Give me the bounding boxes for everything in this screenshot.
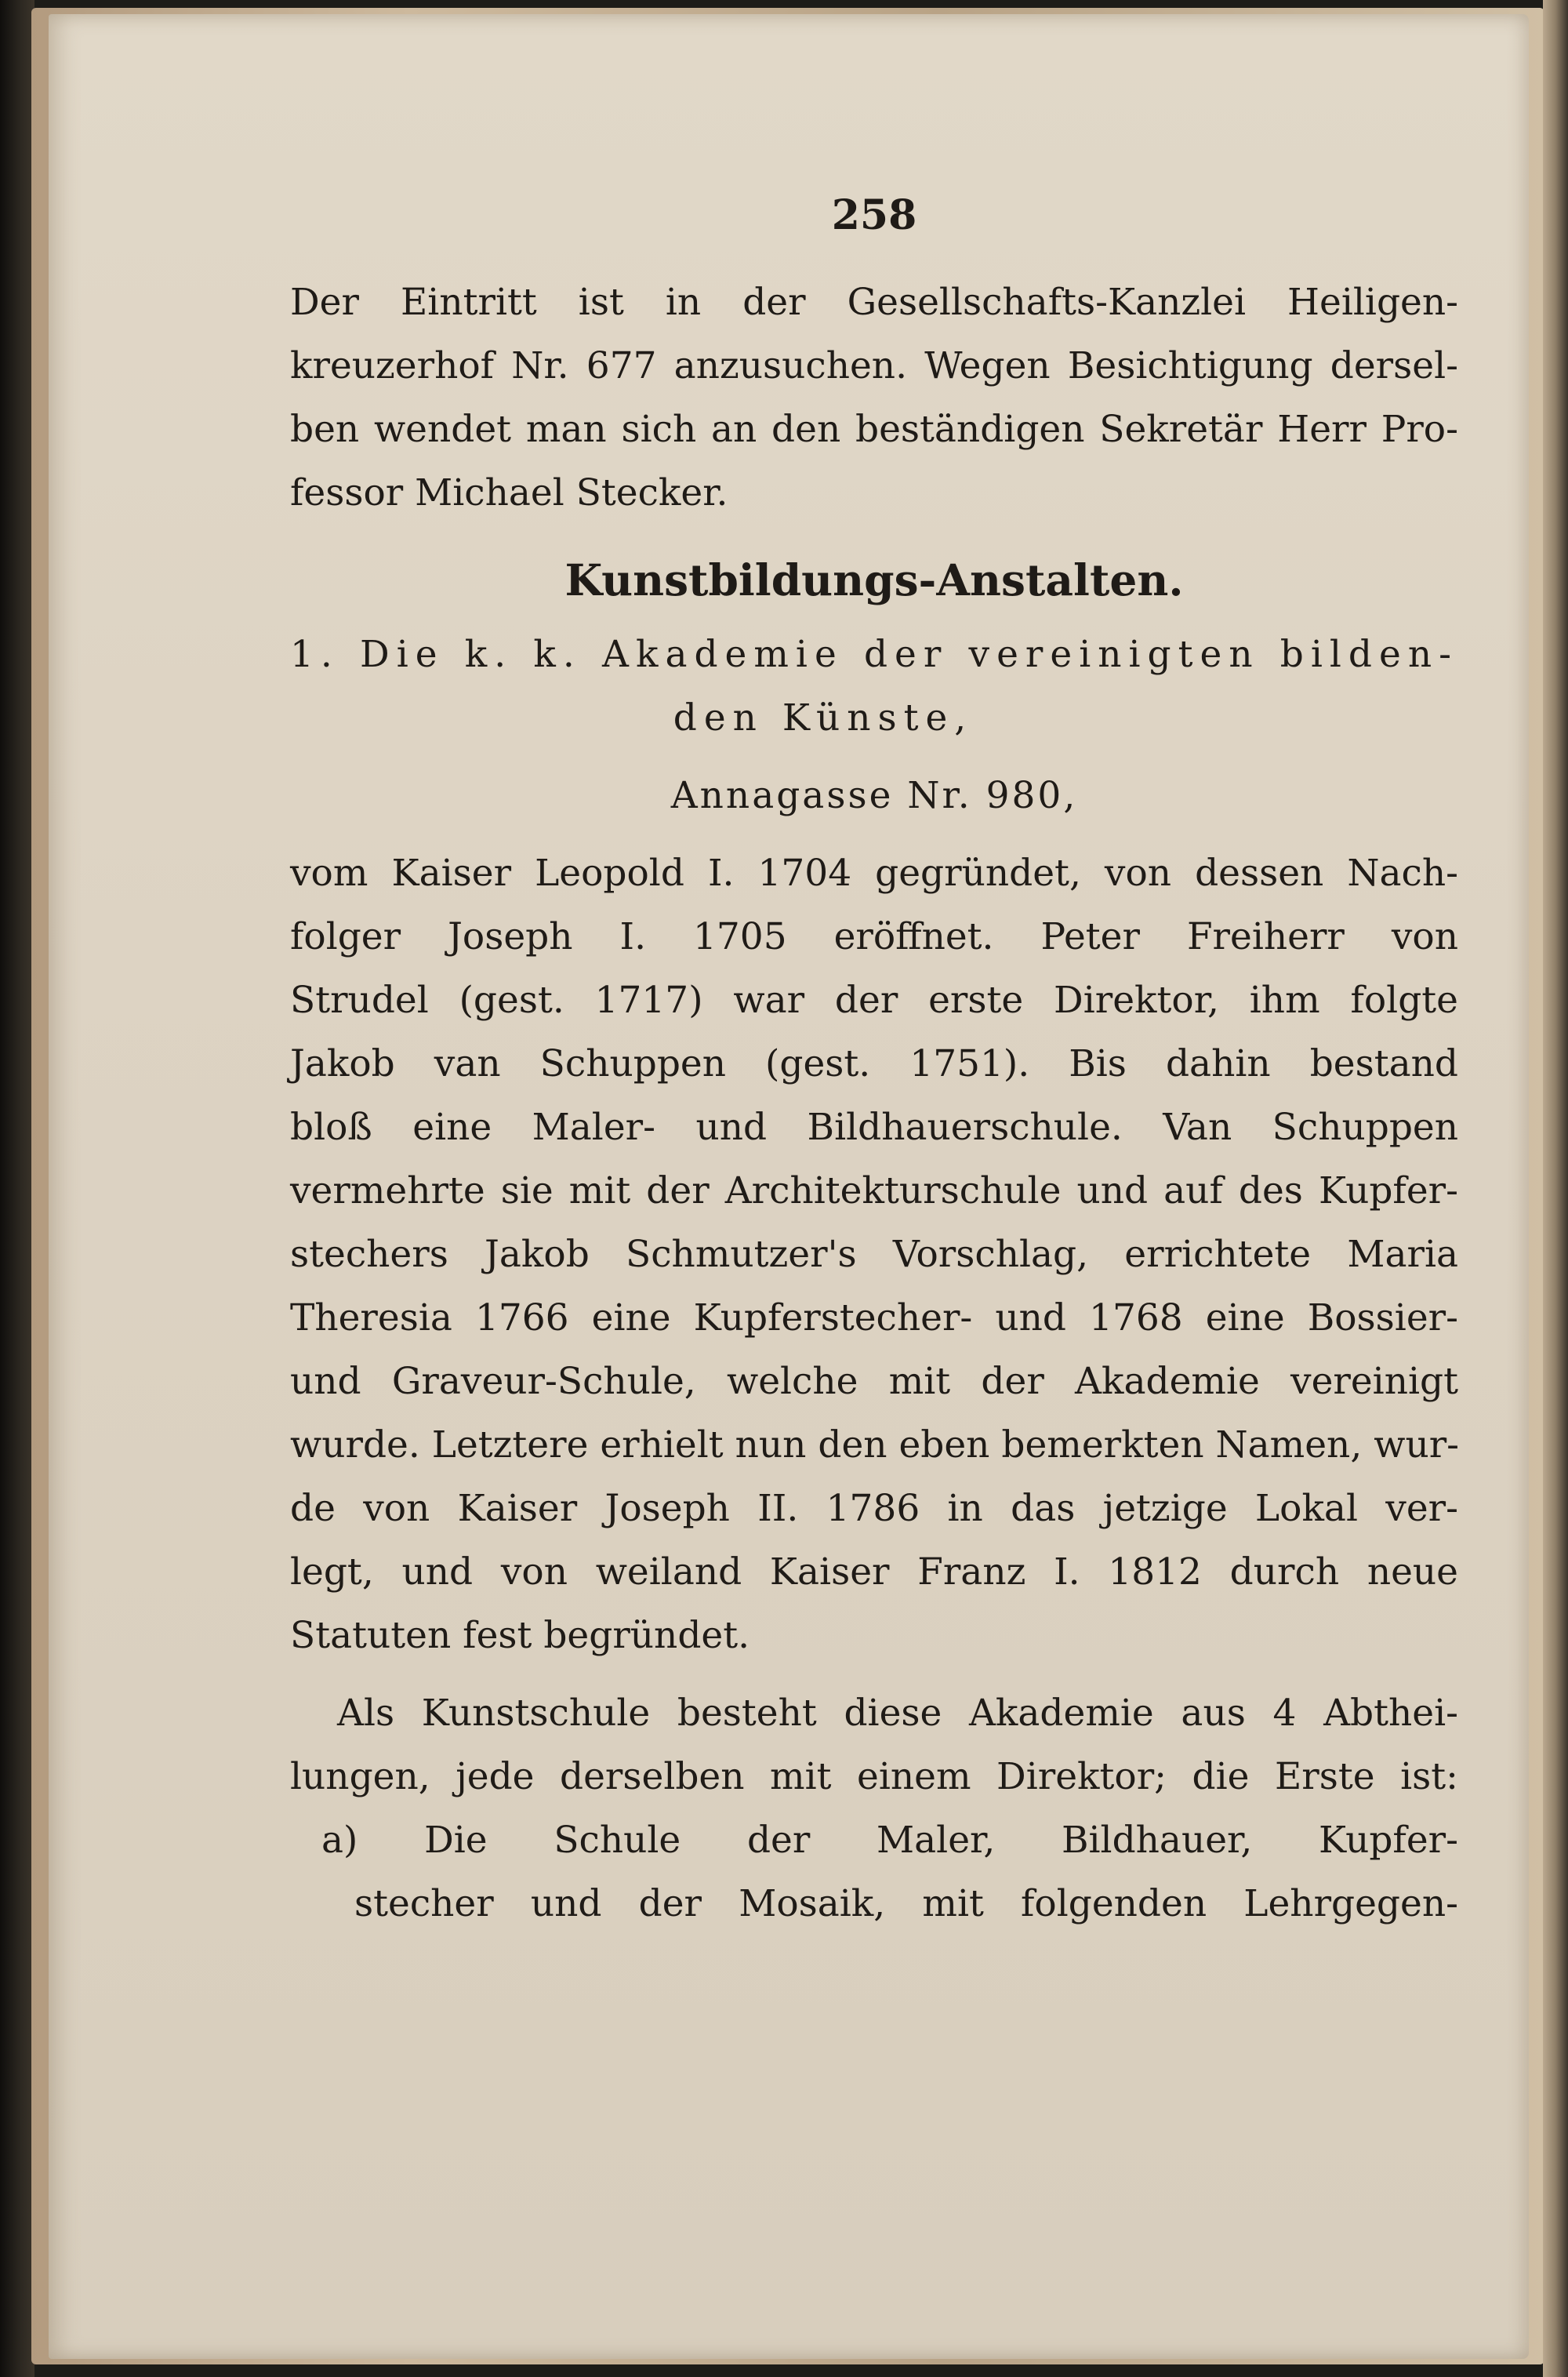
text-line: legt, und von weiland Kaiser Franz I. 1812 durch neue	[290, 1550, 1458, 1594]
text-line: stechers Jakob Schmutzer's Vorschlag, errichtete Maria	[290, 1233, 1458, 1276]
book-right-edge	[1543, 0, 1568, 2377]
text-line: Strudel (gest. 1717) war der erste Direktor, ihm folgte	[290, 979, 1458, 1022]
intro-paragraph	[290, 271, 1458, 525]
page-number: 258	[831, 191, 917, 239]
text-line: stecher und der Mosaik, mit folgenden Lehrgegen-	[354, 1882, 1458, 1925]
text-line: bloß eine Maler- und Bildhauerschule. Van Schuppen	[290, 1106, 1458, 1149]
text-line: Als Kunstschule besteht diese Akademie aus 4 Abthei-	[337, 1692, 1458, 1735]
text-line: wurde. Letztere erhielt nun den eben bemerkten Namen, wur-	[290, 1423, 1460, 1467]
book-left-edge	[0, 0, 34, 2377]
text-line: Der Eintritt ist in der Gesellschafts-Kanzlei Heiligen-	[290, 281, 1458, 324]
text-line: Theresia 1766 eine Kupferstecher- und 1768 eine Bossier-	[290, 1296, 1458, 1339]
text-line: Jakob van Schuppen (gest. 1751). Bis dahin bestand	[290, 1042, 1458, 1085]
text-line: Statuten fest begründet.	[290, 1614, 750, 1657]
text-line: de von Kaiser Joseph II. 1786 in das jetzige Lokal ver-	[290, 1487, 1458, 1530]
history-paragraph	[290, 841, 1458, 1667]
list-item-a	[290, 1808, 1458, 1935]
text-line: a) Die Schule der Maler, Bildhauer, Kupfer-	[321, 1819, 1458, 1862]
text-line: lungen, jede derselben mit einem Direktor; die Erste ist:	[290, 1755, 1458, 1798]
text-line: kreuzerhof Nr. 677 anzusuchen. Wegen Besichtigung dersel-	[290, 344, 1458, 387]
section-heading: Kunstbildungs-Anstalten.	[564, 554, 1184, 605]
school-paragraph	[290, 1681, 1458, 1808]
page-text	[290, 176, 1458, 1935]
item-title-line: 1. Die k. k. Akademie der vereinigten bilden-	[290, 633, 1458, 676]
item-title-line: den Künste,	[673, 696, 974, 740]
item-title	[290, 623, 1458, 750]
text-line: und Graveur-Schule, welche mit der Akademie vereinigt	[290, 1360, 1458, 1403]
text-line: fessor Michael Stecker.	[290, 471, 728, 514]
address-line: Annagasse Nr. 980,	[670, 774, 1078, 817]
text-line: vom Kaiser Leopold I. 1704 gegründet, von dessen Nach-	[290, 852, 1458, 895]
text-line: vermehrte sie mit der Architekturschule und auf des Kupfer-	[290, 1169, 1458, 1212]
text-line: folger Joseph I. 1705 eröffnet. Peter Freiherr von	[290, 915, 1458, 958]
text-line: ben wendet man sich an den beständigen Sekretär Herr Pro-	[290, 408, 1458, 451]
